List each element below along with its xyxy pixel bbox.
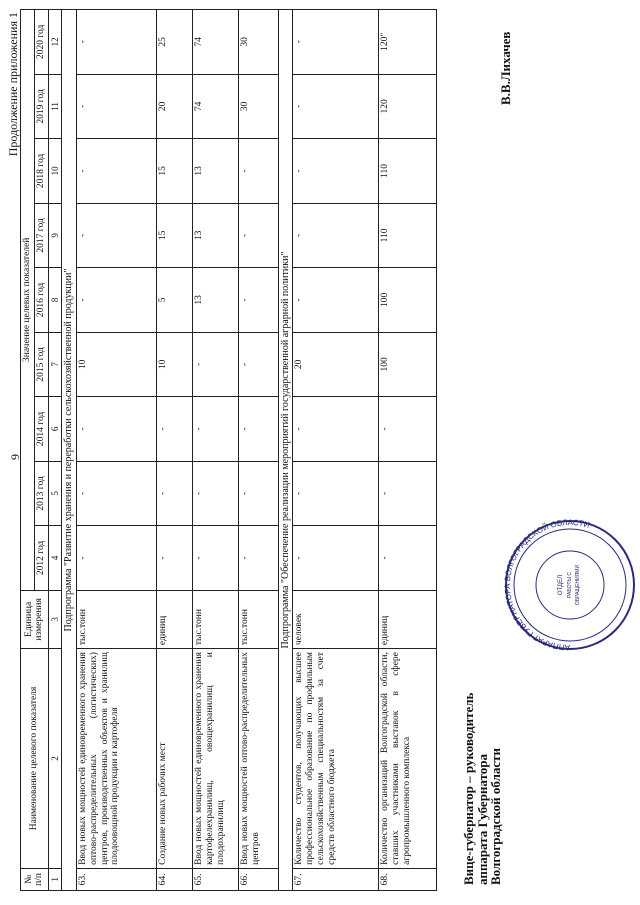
value-cell: -	[238, 203, 278, 268]
value-cell: -	[76, 74, 156, 139]
value-cell: -	[293, 461, 379, 526]
value-cell: -	[238, 332, 278, 397]
year-header: 2017 год	[34, 203, 48, 268]
column-index: 9	[48, 203, 61, 268]
value-cell: 30	[238, 74, 278, 139]
value-cell: 110	[379, 139, 437, 204]
column-index: 1	[48, 868, 61, 890]
indicator-name: Создание новых рабочих мест	[156, 649, 192, 869]
signature-block	[462, 693, 503, 885]
value-cell: -	[156, 526, 192, 591]
year-header: 2019 год	[34, 74, 48, 139]
value-cell: 13	[192, 268, 238, 333]
value-cell: 13	[192, 139, 238, 204]
unit-cell: тыс.тонн	[192, 590, 238, 648]
value-cell: -	[293, 397, 379, 462]
table-row	[238, 10, 278, 891]
value-cell: -	[293, 10, 379, 75]
value-cell: 100	[379, 268, 437, 333]
column-index: 11	[48, 74, 61, 139]
indicator-name: Ввод новых мощностей единовременного хранения оптово-распределительных (логистических) центров, производственных объектов и хранилищ плодоовощной продукции и картофеля	[76, 649, 156, 869]
table-row	[293, 10, 379, 891]
value-cell: 20	[156, 74, 192, 139]
indicator-name: Ввод новых мощностей оптово-распределительных центров	[238, 649, 278, 869]
unit-cell: тыс.тонн	[76, 590, 156, 648]
svg-text:ОТДЕЛ: ОТДЕЛ	[558, 574, 564, 596]
value-cell: -	[192, 332, 238, 397]
value-cell: -	[156, 397, 192, 462]
value-cell: -	[76, 461, 156, 526]
signer-name: В.В.Лихачев	[498, 31, 513, 105]
column-index: 7	[48, 332, 61, 397]
value-cell: 5	[156, 268, 192, 333]
value-cell: -	[192, 526, 238, 591]
year-header: 2020 год	[34, 10, 48, 75]
row-number: 64.	[156, 868, 192, 890]
signature-line-2: аппарата Губернатора	[474, 753, 490, 885]
table-row	[76, 10, 156, 891]
value-cell: -	[76, 397, 156, 462]
value-cell: -	[379, 397, 437, 462]
year-header: 2013 год	[34, 461, 48, 526]
value-cell: -	[156, 461, 192, 526]
value-cell: 10	[76, 332, 156, 397]
value-cell: -	[238, 268, 278, 333]
year-header: 2015 год	[34, 332, 48, 397]
row-number: 67.	[293, 868, 379, 890]
value-cell: 20	[293, 332, 379, 397]
stamp-outer-text: АППАРАТ ГУБЕРНАТОРА ВОЛГОГРАДСКОЙ ОБЛАСТИ	[502, 517, 591, 653]
column-index: 4	[48, 526, 61, 591]
unit-cell: тыс.тонн	[238, 590, 278, 648]
row-number: 66.	[238, 868, 278, 890]
indicators-table	[20, 9, 437, 891]
subprogram-title-2: Подпрограмма "Обеспечение реализации мероприятий государственной аграрной политики"	[278, 10, 293, 891]
column-index: 6	[48, 397, 61, 462]
value-cell: 110	[379, 203, 437, 268]
column-index: 2	[48, 649, 61, 869]
value-cell: -	[293, 268, 379, 333]
page-number: 9	[8, 454, 22, 460]
continuation-label: Продолжение приложения 1	[6, 12, 20, 157]
indicator-name: Количество студентов, получающих высшее профессиональное образование по профильным сельскохозяйственным специальностям за счет средств областного бюджета	[293, 649, 379, 869]
table-row	[192, 10, 238, 891]
subprogram-title-1: Подпрограмма "Развитие хранения и переработки сельскохозяйственной продукции"	[62, 10, 77, 891]
column-index: 10	[48, 139, 61, 204]
value-cell: 10	[156, 332, 192, 397]
header-name: Наименование целевого показателя	[21, 649, 49, 869]
value-cell: -	[76, 526, 156, 591]
header-unit: Единица измерения	[21, 590, 49, 648]
value-cell: -	[238, 526, 278, 591]
value-cell: 120	[379, 74, 437, 139]
value-cell: -	[76, 203, 156, 268]
value-cell: 15	[156, 139, 192, 204]
value-cell: -	[293, 139, 379, 204]
value-cell: -	[293, 203, 379, 268]
value-cell: -	[379, 526, 437, 591]
value-cell: -	[76, 139, 156, 204]
indicator-name: Количество организаций Волгоградской области, ставших участниками выставок в сфере агропромышленного комплекса	[379, 649, 437, 869]
year-header: 2012 год	[34, 526, 48, 591]
year-header: 2016 год	[34, 268, 48, 333]
column-index: 3	[48, 590, 61, 648]
signature-line-1: Вице-губернатор – руководитель	[461, 692, 476, 885]
row-number: 65.	[192, 868, 238, 890]
value-cell: -	[76, 10, 156, 75]
value-cell: -	[238, 461, 278, 526]
value-cell: 120"	[379, 10, 437, 75]
column-index: 5	[48, 461, 61, 526]
header-no: № п/п	[21, 868, 49, 890]
value-cell: -	[238, 397, 278, 462]
indicator-name: Ввод новых мощностей единовременного хранения картофелехранилищ, овощехранилищ и плодохранилищ	[192, 649, 238, 869]
svg-text:РАБОТЫ С: РАБОТЫ С	[567, 572, 573, 598]
row-number: 68.	[379, 868, 437, 890]
unit-cell: единиц	[156, 590, 192, 648]
value-cell: -	[293, 74, 379, 139]
signature-line-3: Волгоградской области	[488, 747, 504, 885]
value-cell: -	[238, 139, 278, 204]
value-cell: 74	[192, 10, 238, 75]
value-cell: -	[192, 461, 238, 526]
row-number: 63.	[76, 868, 156, 890]
value-cell: 13	[192, 203, 238, 268]
column-index-row	[48, 10, 61, 891]
value-cell: 15	[156, 203, 192, 268]
value-cell: -	[76, 268, 156, 333]
column-index: 12	[48, 10, 61, 75]
table-row	[379, 10, 437, 891]
table-row	[156, 10, 192, 891]
value-cell: -	[293, 526, 379, 591]
column-index: 8	[48, 268, 61, 333]
table-body	[62, 10, 437, 891]
unit-cell: человек	[293, 590, 379, 648]
header-values-group: Значение целевых показателей	[21, 10, 35, 591]
value-cell: 74	[192, 74, 238, 139]
value-cell: -	[379, 461, 437, 526]
year-header: 2018 год	[34, 139, 48, 204]
value-cell: 25	[156, 10, 192, 75]
value-cell: 30	[238, 10, 278, 75]
value-cell: 100	[379, 332, 437, 397]
official-stamp	[500, 515, 640, 655]
value-cell: -	[192, 397, 238, 462]
svg-text:ОБРАЩЕНИЯМИ: ОБРАЩЕНИЯМИ	[575, 564, 581, 606]
year-header: 2014 год	[34, 397, 48, 462]
unit-cell: единиц	[379, 590, 437, 648]
